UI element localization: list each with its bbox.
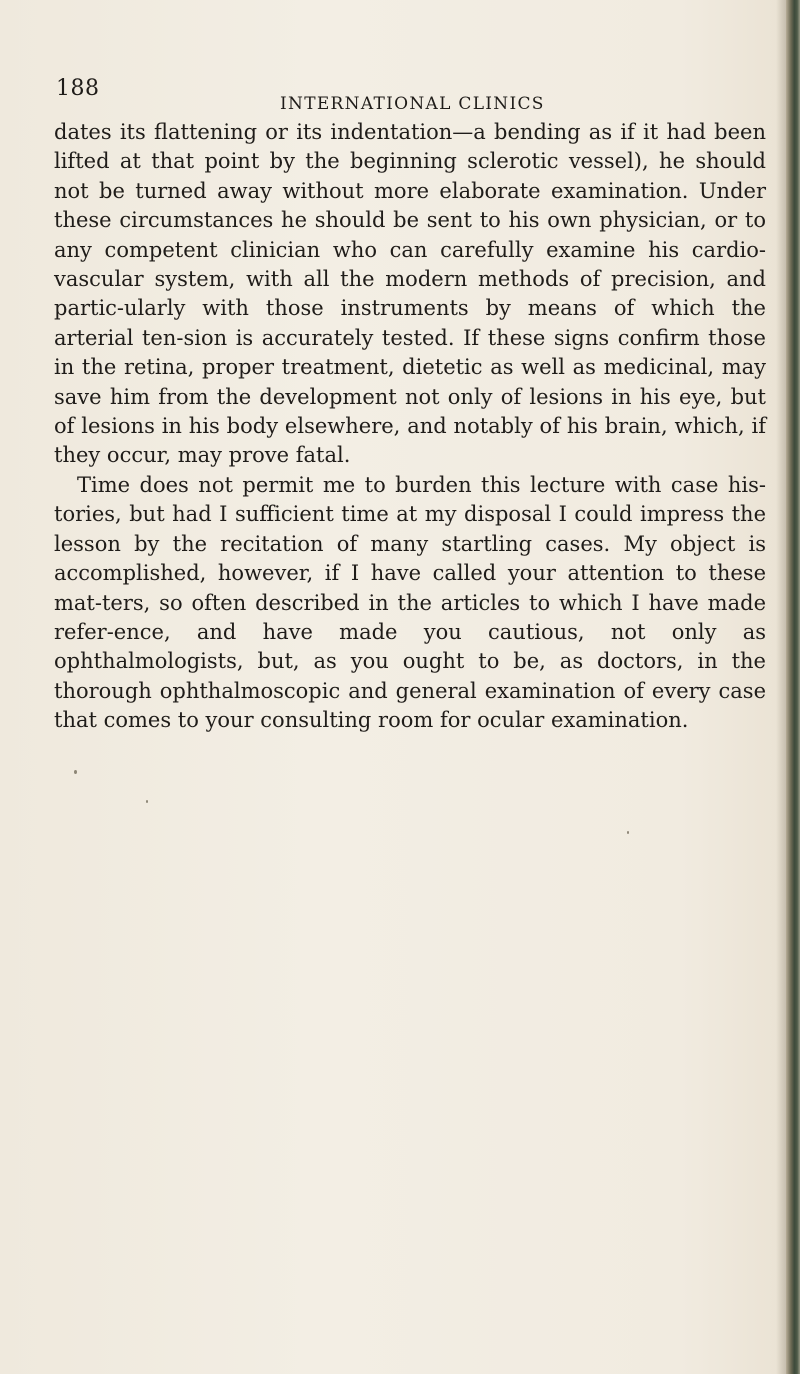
page-number: 188: [56, 76, 100, 101]
speck: [146, 800, 148, 803]
paragraph: Time does not permit me to burden this lecture with case his-tories, but had I sufficient time at my disposal I could impress the lesson by the recitation of many startling cases. My object is accomplished, however, if I have called your attention to these mat-ters, so often described in the articles to which I have made refer-ence, and have made you cautious, not only as ophthalmologists, but, as you ought to be, as doctors, in the thorough ophthalmoscopic and general examination of every case that comes to your consulting room for ocular examination.: [54, 472, 766, 733]
running-head: INTERNATIONAL CLINICS: [280, 94, 545, 114]
scanned-page-edge: [786, 0, 800, 1374]
speck: [627, 831, 629, 834]
speck: [74, 770, 77, 774]
page-header: [56, 76, 776, 116]
body-text: [54, 118, 766, 736]
paragraph-continued: dates its flattening or its indentation—a bending as if it had been lifted at that point by the beginning sclerotic vessel), he should not be turned away without more elaborate examination. Under these circumstances he should be sent to his own physician, or to any competent clinician who can carefully examine his cardio-vascular system, with all the modern methods of precision, and partic-ularly with those instruments by means of which the arterial ten-sion is accurately tested. If these signs confirm those in the retina, proper treatment, dietetic as well as medicinal, may save him from the development not only of lesions in his eye, but of lesions in his body elsewhere, and notably of his brain, which, if they occur, may prove fatal.: [54, 120, 766, 468]
page-edge-shadow: [776, 0, 786, 1374]
